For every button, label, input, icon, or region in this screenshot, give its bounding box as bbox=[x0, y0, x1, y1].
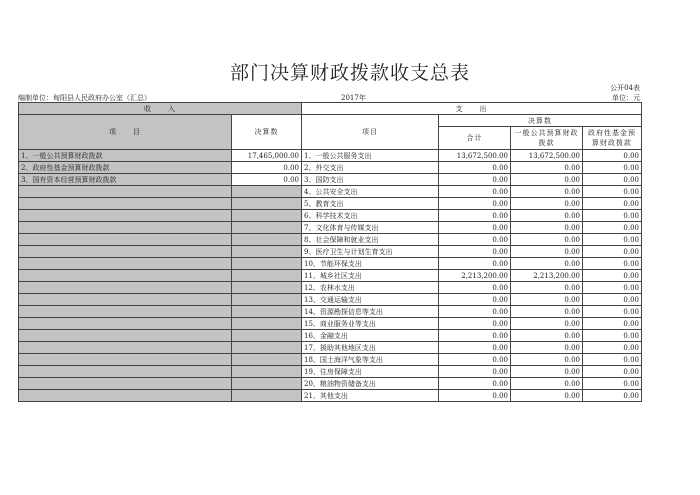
expense-general-value: 0.00 bbox=[511, 306, 583, 318]
expense-fund-value: 0.00 bbox=[583, 294, 642, 306]
expense-header: 支 出 bbox=[302, 103, 642, 115]
table-row bbox=[19, 186, 642, 198]
expense-total-value: 0.00 bbox=[439, 234, 511, 246]
expense-item-label: 2、外交支出 bbox=[302, 162, 439, 174]
expense-fund-value: 0.00 bbox=[583, 258, 642, 270]
empty-income-value bbox=[232, 282, 302, 294]
empty-income-value bbox=[232, 222, 302, 234]
expense-total-value: 0.00 bbox=[439, 306, 511, 318]
income-item-value: 0.00 bbox=[232, 162, 302, 174]
empty-income-value bbox=[232, 198, 302, 210]
expense-fund-value: 0.00 bbox=[583, 186, 642, 198]
empty-income-label bbox=[19, 258, 232, 270]
table-row bbox=[19, 378, 642, 390]
table-row bbox=[19, 222, 642, 234]
expense-item-label: 13、交通运输支出 bbox=[302, 294, 439, 306]
expense-item-label: 20、粮油物资储备支出 bbox=[302, 378, 439, 390]
empty-income-value bbox=[232, 330, 302, 342]
expense-general-value: 0.00 bbox=[511, 198, 583, 210]
expense-item-label: 17、援助其他地区支出 bbox=[302, 342, 439, 354]
expense-fund-value: 0.00 bbox=[583, 318, 642, 330]
expense-item-label: 5、教育支出 bbox=[302, 198, 439, 210]
expense-fund-value: 0.00 bbox=[583, 354, 642, 366]
expense-total-value: 0.00 bbox=[439, 246, 511, 258]
expense-general-value: 0.00 bbox=[511, 342, 583, 354]
table-row bbox=[19, 282, 642, 294]
report-year: 2017年 bbox=[341, 94, 366, 102]
income-item-header: 项 目 bbox=[19, 115, 232, 150]
expense-item-label: 14、资源勘探信息等支出 bbox=[302, 306, 439, 318]
empty-income-label bbox=[19, 198, 232, 210]
expense-fund-value: 0.00 bbox=[583, 222, 642, 234]
empty-income-value bbox=[232, 270, 302, 282]
expense-item-label: 1、一般公共服务支出 bbox=[302, 150, 439, 162]
expense-total-value: 13,672,500.00 bbox=[439, 150, 511, 162]
empty-income-label bbox=[19, 354, 232, 366]
expense-fund-value: 0.00 bbox=[583, 330, 642, 342]
empty-income-label bbox=[19, 234, 232, 246]
expense-total-value: 0.00 bbox=[439, 378, 511, 390]
expense-total-value: 0.00 bbox=[439, 186, 511, 198]
table-row bbox=[19, 150, 642, 162]
expense-general-value: 0.00 bbox=[511, 174, 583, 186]
organization: 编制单位：甸阳县人民政府办公室（汇总） bbox=[18, 94, 151, 102]
expense-fund-value: 0.00 bbox=[583, 306, 642, 318]
expense-total-value: 0.00 bbox=[439, 198, 511, 210]
total-header: 合计 bbox=[439, 127, 511, 150]
expense-item-label: 15、商业服务业等支出 bbox=[302, 318, 439, 330]
expense-item-label: 11、城乡社区支出 bbox=[302, 270, 439, 282]
expense-fund-value: 0.00 bbox=[583, 342, 642, 354]
expense-total-value: 2,213,200.00 bbox=[439, 270, 511, 282]
empty-income-label bbox=[19, 270, 232, 282]
expense-total-value: 0.00 bbox=[439, 174, 511, 186]
expense-budget-header: 决算数 bbox=[439, 115, 642, 127]
table-row bbox=[19, 390, 642, 402]
expense-fund-value: 0.00 bbox=[583, 198, 642, 210]
table-row bbox=[19, 210, 642, 222]
expense-item-label: 9、医疗卫生与计划生育支出 bbox=[302, 246, 439, 258]
expense-total-value: 0.00 bbox=[439, 390, 511, 402]
table-row bbox=[19, 306, 642, 318]
empty-income-label bbox=[19, 330, 232, 342]
expense-item-label: 4、公共安全支出 bbox=[302, 186, 439, 198]
expense-fund-value: 0.00 bbox=[583, 246, 642, 258]
form-number: 公开04表 bbox=[610, 84, 640, 92]
currency-unit: 单位：元 bbox=[612, 94, 640, 102]
expense-fund-value: 0.00 bbox=[583, 270, 642, 282]
empty-income-value bbox=[232, 186, 302, 198]
table-row bbox=[19, 354, 642, 366]
table-row bbox=[19, 366, 642, 378]
expense-general-value: 0.00 bbox=[511, 222, 583, 234]
empty-income-value bbox=[232, 318, 302, 330]
expense-total-value: 0.00 bbox=[439, 258, 511, 270]
empty-income-label bbox=[19, 342, 232, 354]
expense-total-value: 0.00 bbox=[439, 282, 511, 294]
expense-general-value: 0.00 bbox=[511, 234, 583, 246]
expense-general-value: 0.00 bbox=[511, 366, 583, 378]
expense-general-value: 0.00 bbox=[511, 354, 583, 366]
expense-fund-value: 0.00 bbox=[583, 282, 642, 294]
table-row bbox=[19, 162, 642, 174]
expense-general-value: 0.00 bbox=[511, 282, 583, 294]
fiscal-summary-table bbox=[18, 102, 642, 402]
table-row bbox=[19, 330, 642, 342]
expense-total-value: 0.00 bbox=[439, 318, 511, 330]
empty-income-value bbox=[232, 342, 302, 354]
empty-income-label bbox=[19, 222, 232, 234]
empty-income-value bbox=[232, 246, 302, 258]
expense-total-value: 0.00 bbox=[439, 162, 511, 174]
page-title: 部门决算财政拨款收支总表 bbox=[229, 62, 470, 84]
expense-total-value: 0.00 bbox=[439, 354, 511, 366]
table-row bbox=[19, 294, 642, 306]
expense-total-value: 0.00 bbox=[439, 210, 511, 222]
expense-general-value: 0.00 bbox=[511, 294, 583, 306]
expense-fund-value: 0.00 bbox=[583, 378, 642, 390]
expense-item-label: 19、住房保障支出 bbox=[302, 366, 439, 378]
empty-income-value bbox=[232, 294, 302, 306]
expense-item-label: 18、国土海洋气象等支出 bbox=[302, 354, 439, 366]
table-row bbox=[19, 270, 642, 282]
expense-general-value: 0.00 bbox=[511, 186, 583, 198]
expense-fund-value: 0.00 bbox=[583, 390, 642, 402]
income-item-label: 1、一般公共预算财政拨款 bbox=[19, 150, 232, 162]
expense-item-label: 7、文化体育与传媒支出 bbox=[302, 222, 439, 234]
table-row bbox=[19, 258, 642, 270]
expense-item-label: 6、科学技术支出 bbox=[302, 210, 439, 222]
table-row bbox=[19, 198, 642, 210]
empty-income-value bbox=[232, 234, 302, 246]
expense-total-value: 0.00 bbox=[439, 222, 511, 234]
expense-total-value: 0.00 bbox=[439, 330, 511, 342]
expense-fund-value: 0.00 bbox=[583, 174, 642, 186]
empty-income-value bbox=[232, 390, 302, 402]
expense-item-label: 8、社会保障和就业支出 bbox=[302, 234, 439, 246]
empty-income-value bbox=[232, 354, 302, 366]
expense-total-value: 0.00 bbox=[439, 366, 511, 378]
empty-income-label bbox=[19, 366, 232, 378]
income-item-label: 2、政府性基金预算财政拨款 bbox=[19, 162, 232, 174]
expense-fund-value: 0.00 bbox=[583, 234, 642, 246]
income-item-value: 17,465,000.00 bbox=[232, 150, 302, 162]
empty-income-label bbox=[19, 186, 232, 198]
expense-general-value: 0.00 bbox=[511, 390, 583, 402]
table-row bbox=[19, 234, 642, 246]
empty-income-label bbox=[19, 378, 232, 390]
expense-general-value: 2,213,200.00 bbox=[511, 270, 583, 282]
expense-total-value: 0.00 bbox=[439, 294, 511, 306]
expense-general-value: 0.00 bbox=[511, 162, 583, 174]
fund-budget-header: 政府性基金预算财政拨款 bbox=[583, 127, 642, 150]
expense-item-label: 3、国防支出 bbox=[302, 174, 439, 186]
empty-income-label bbox=[19, 246, 232, 258]
empty-income-value bbox=[232, 366, 302, 378]
expense-total-value: 0.00 bbox=[439, 342, 511, 354]
expense-general-value: 13,672,500.00 bbox=[511, 150, 583, 162]
income-item-label: 3、国有资本经营预算财政拨款 bbox=[19, 174, 232, 186]
expense-general-value: 0.00 bbox=[511, 330, 583, 342]
expense-item-label: 10、节能环保支出 bbox=[302, 258, 439, 270]
expense-item-label: 21、其他支出 bbox=[302, 390, 439, 402]
table-row bbox=[19, 342, 642, 354]
expense-item-header: 项目 bbox=[302, 115, 439, 150]
table-row bbox=[19, 174, 642, 186]
general-budget-header: 一般公共预算财政拨款 bbox=[511, 127, 583, 150]
expense-fund-value: 0.00 bbox=[583, 366, 642, 378]
income-budget-header: 决算数 bbox=[232, 115, 302, 150]
expense-item-label: 16、金融支出 bbox=[302, 330, 439, 342]
table-body bbox=[19, 150, 642, 402]
expense-item-label: 12、农林水支出 bbox=[302, 282, 439, 294]
empty-income-label bbox=[19, 318, 232, 330]
income-item-value: 0.00 bbox=[232, 174, 302, 186]
empty-income-label bbox=[19, 390, 232, 402]
table-row bbox=[19, 246, 642, 258]
table-row bbox=[19, 318, 642, 330]
expense-fund-value: 0.00 bbox=[583, 210, 642, 222]
empty-income-value bbox=[232, 258, 302, 270]
expense-general-value: 0.00 bbox=[511, 246, 583, 258]
expense-general-value: 0.00 bbox=[511, 378, 583, 390]
expense-general-value: 0.00 bbox=[511, 210, 583, 222]
empty-income-value bbox=[232, 210, 302, 222]
expense-fund-value: 0.00 bbox=[583, 150, 642, 162]
empty-income-value bbox=[232, 378, 302, 390]
expense-fund-value: 0.00 bbox=[583, 162, 642, 174]
empty-income-value bbox=[232, 306, 302, 318]
empty-income-label bbox=[19, 294, 232, 306]
expense-general-value: 0.00 bbox=[511, 258, 583, 270]
expense-general-value: 0.00 bbox=[511, 318, 583, 330]
empty-income-label bbox=[19, 210, 232, 222]
empty-income-label bbox=[19, 306, 232, 318]
empty-income-label bbox=[19, 282, 232, 294]
income-header: 收 入 bbox=[19, 103, 302, 115]
